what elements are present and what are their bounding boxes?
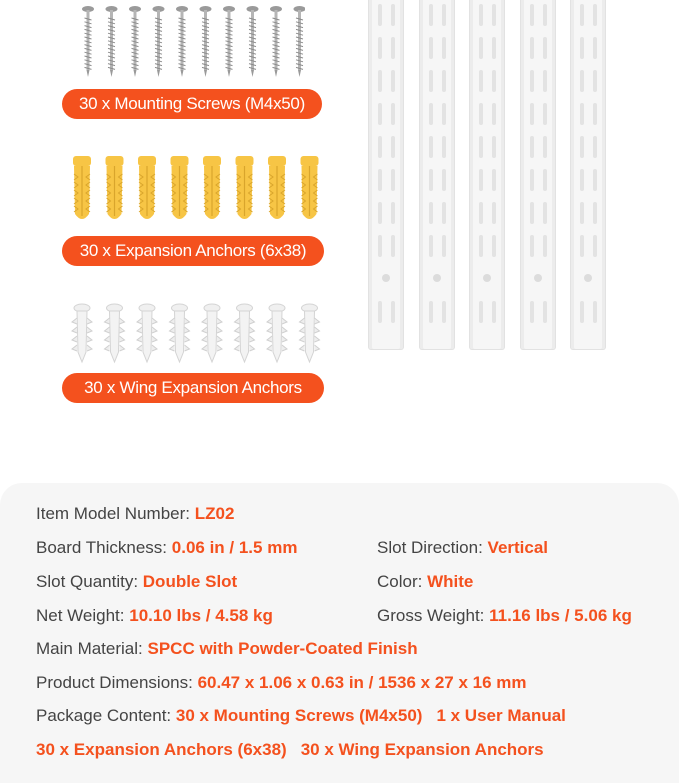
rail-slot [593, 301, 597, 323]
screw-icon [82, 6, 94, 77]
rail-slot [429, 235, 433, 257]
rail-slot [593, 4, 597, 26]
rail-slot [580, 103, 584, 125]
expansion-anchor-icon [171, 156, 189, 219]
rail-slot [530, 136, 534, 158]
screw-icon [270, 6, 282, 77]
rail-slot [479, 202, 483, 224]
rail-slot [429, 4, 433, 26]
rail-slot [442, 301, 446, 323]
spec-thickness: Board Thickness: 0.06 in / 1.5 mm [36, 538, 298, 557]
rail-slot [378, 37, 382, 59]
rail-slot [429, 301, 433, 323]
rail-slot [479, 169, 483, 191]
rail-slot [593, 136, 597, 158]
rail-slot [479, 70, 483, 92]
rail-slot [442, 37, 446, 59]
rail-slot [543, 301, 547, 323]
rail-slot [391, 136, 395, 158]
rail-slot [530, 70, 534, 92]
rail-slot [580, 70, 584, 92]
expansion-anchor-icon [203, 156, 221, 219]
wing-anchor-icon [137, 304, 157, 362]
rail-slot [543, 169, 547, 191]
spec-model: Item Model Number: LZ02 [36, 504, 235, 523]
rail-slot [543, 70, 547, 92]
rail-slot [391, 202, 395, 224]
screw-icon [153, 6, 165, 77]
rail-slot [492, 235, 496, 257]
rail-slot [429, 169, 433, 191]
screw-icon [106, 6, 118, 77]
rail-slot [479, 4, 483, 26]
rail-slot [378, 103, 382, 125]
rail-slot [378, 70, 382, 92]
rail-slot [479, 301, 483, 323]
rail-slot [442, 136, 446, 158]
rail-slot [479, 136, 483, 158]
rail-slot [442, 235, 446, 257]
rail-slot [543, 202, 547, 224]
wing-anchor-icon [72, 304, 92, 362]
spec-color: Color: White [377, 572, 474, 591]
rail-slot [378, 202, 382, 224]
rail-slot [479, 37, 483, 59]
spec-slot-quantity: Slot Quantity: Double Slot [36, 572, 238, 591]
rail-slot [378, 301, 382, 323]
rail-slot [492, 169, 496, 191]
wall-rail [520, 0, 556, 350]
screw-icon [294, 6, 306, 77]
spec-material: Main Material: SPCC with Powder-Coated Finish [36, 639, 418, 658]
rail-slot [492, 70, 496, 92]
screw-icon [223, 6, 235, 77]
wall-rail [419, 0, 455, 350]
rail-slot [492, 202, 496, 224]
screw-icon [247, 6, 259, 77]
spec-package: Package Content: 30 x Mounting Screws (M4x50) 1 x User Manual [36, 706, 566, 725]
rail-slot [492, 103, 496, 125]
spec-gross-weight: Gross Weight: 11.16 lbs / 5.06 kg [377, 606, 632, 625]
wing-anchor-icon [202, 304, 222, 362]
rail-slot [479, 235, 483, 257]
spec-package-cont: 30 x Expansion Anchors (6x38) 30 x Wing Expansion Anchors [36, 740, 544, 759]
expansion-anchor-icon [301, 156, 319, 219]
mounting-hole [534, 274, 542, 282]
rail-slot [580, 136, 584, 158]
rail-slot [492, 37, 496, 59]
rail-slot [429, 70, 433, 92]
rail-slot [442, 4, 446, 26]
rail-slot [429, 202, 433, 224]
spec-net-weight: Net Weight: 10.10 lbs / 4.58 kg [36, 606, 273, 625]
wing-anchor-icon [105, 304, 125, 362]
rail-slot [543, 103, 547, 125]
rail-slot [442, 70, 446, 92]
rail-slot [378, 4, 382, 26]
wall-rail [570, 0, 606, 350]
mounting-hole [382, 274, 390, 282]
rail-slot [429, 37, 433, 59]
rail-slot [492, 301, 496, 323]
wing-anchor-icon [267, 304, 287, 362]
rail-slot [593, 103, 597, 125]
screws-label: 30 x Mounting Screws (M4x50) [62, 89, 322, 119]
anchors-label: 30 x Expansion Anchors (6x38) [62, 236, 324, 266]
spec-dimensions: Product Dimensions: 60.47 x 1.06 x 0.63 in / 1536 x 27 x 16 mm [36, 673, 527, 692]
wing-anchor-icon [235, 304, 255, 362]
rail-slot [391, 169, 395, 191]
wing-anchors-row [66, 302, 321, 364]
rail-slot [530, 37, 534, 59]
rail-slot [580, 301, 584, 323]
rail-slot [391, 103, 395, 125]
rail-slot [580, 235, 584, 257]
rail-slot [442, 169, 446, 191]
wing-anchors-label: 30 x Wing Expansion Anchors [62, 373, 324, 403]
rail-slot [593, 70, 597, 92]
rail-slot [530, 4, 534, 26]
rail-slot [429, 103, 433, 125]
wall-rail [368, 0, 404, 350]
expansion-anchor-icon [236, 156, 254, 219]
expansion-anchor-icon [138, 156, 156, 219]
expansion-anchor-icon [268, 156, 286, 219]
rails-group [368, 0, 608, 352]
wing-anchors-illustration [66, 302, 321, 364]
rail-slot [492, 136, 496, 158]
expansion-anchor-icon [73, 156, 91, 219]
rail-slot [530, 235, 534, 257]
rail-slot [391, 235, 395, 257]
rail-slot [378, 136, 382, 158]
expansion-anchor-icon [106, 156, 124, 219]
rail-slot [492, 4, 496, 26]
rail-slot [530, 103, 534, 125]
rail-slot [580, 169, 584, 191]
rail-slot [530, 169, 534, 191]
rail-slot [479, 103, 483, 125]
rail-slot [378, 169, 382, 191]
rail-slot [543, 4, 547, 26]
screws-illustration [80, 4, 305, 78]
rail-slot [391, 70, 395, 92]
wing-anchor-icon [170, 304, 190, 362]
rail-slot [593, 202, 597, 224]
rail-slot [530, 202, 534, 224]
rail-slot [391, 301, 395, 323]
mounting-hole [483, 274, 491, 282]
rail-slot [543, 235, 547, 257]
screw-icon [129, 6, 141, 77]
rail-slot [593, 169, 597, 191]
rail-slot [429, 136, 433, 158]
rail-slot [580, 4, 584, 26]
rail-slot [543, 37, 547, 59]
screw-icon [176, 6, 188, 77]
rail-slot [543, 136, 547, 158]
screws-row [80, 4, 305, 78]
spec-slot-direction: Slot Direction: Vertical [377, 538, 549, 557]
rail-slot [530, 301, 534, 323]
mounting-hole [584, 274, 592, 282]
spec-panel [0, 483, 679, 783]
rail-slot [442, 103, 446, 125]
rail-slot [593, 37, 597, 59]
rail-slot [391, 4, 395, 26]
rail-slot [378, 235, 382, 257]
wall-rail [469, 0, 505, 350]
wing-anchor-icon [300, 304, 320, 362]
rail-slot [580, 202, 584, 224]
anchors-row [66, 152, 321, 224]
rail-slot [442, 202, 446, 224]
rail-slot [593, 235, 597, 257]
screw-icon [200, 6, 212, 77]
anchors-illustration [66, 152, 321, 224]
rail-slot [580, 37, 584, 59]
rail-slot [391, 37, 395, 59]
mounting-hole [433, 274, 441, 282]
